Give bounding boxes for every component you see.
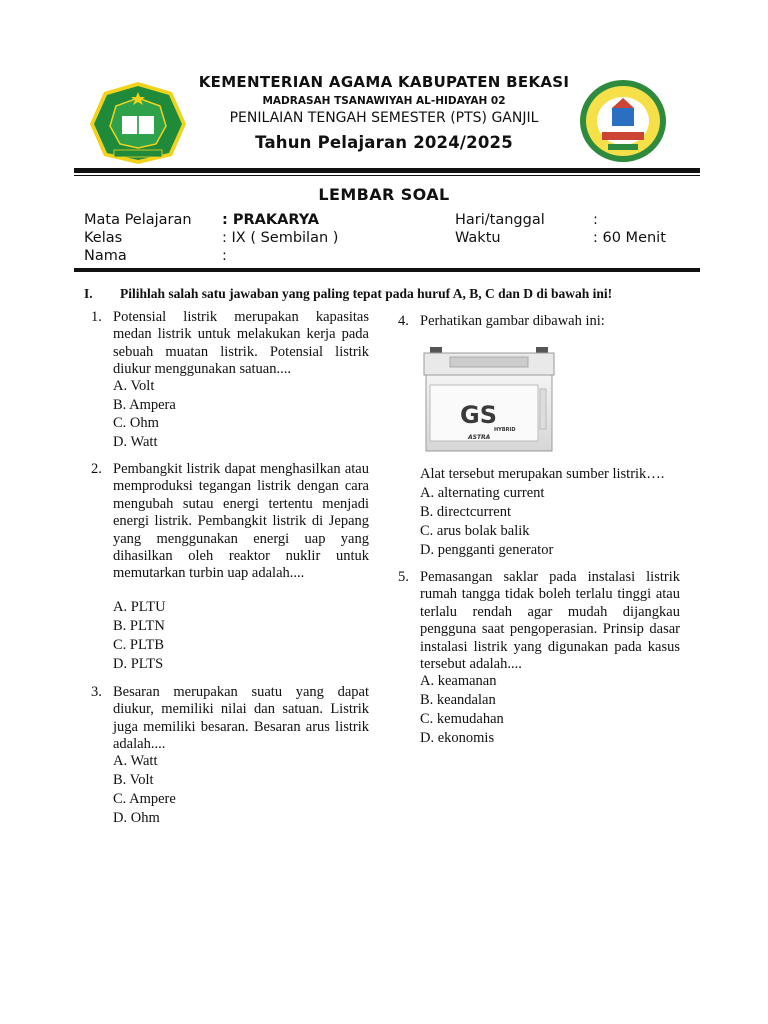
instruction-text: Pilihlah salah satu jawaban yang paling tepat pada huruf A, B, C dan D di bawah ini! bbox=[120, 286, 613, 301]
question-text: Pemasangan saklar pada instalasi listrik rumah tangga tidak boleh terlalu tinggi atau terlalu rendah agar mudah dijangkau pengguna saat pengoperasian. Prinsip dasar instalasi listrik yang digunakan pada kasus tersebut adalah.... bbox=[420, 569, 680, 673]
academic-year: Tahun Pelajaran 2024/2025 bbox=[255, 133, 513, 152]
option-d: D. Ohm bbox=[113, 810, 160, 826]
question-text: Perhatikan gambar dibawah ini: bbox=[420, 313, 605, 329]
option-d: D. pengganti generator bbox=[420, 542, 554, 558]
day-value: : bbox=[593, 212, 598, 228]
subject-value: : PRAKARYA bbox=[222, 212, 320, 228]
school-name: MADRASAH TSANAWIYAH AL-HIDAYAH 02 bbox=[262, 95, 506, 107]
option-a: A. Watt bbox=[113, 753, 158, 769]
class-label: Kelas bbox=[84, 230, 123, 246]
question-text: Pembangkit listrik dapat menghasilkan atau memproduksi tegangan listrik dengan cara mengubah sutau energi tertentu menjadi energi listrik. Pembangkit listrik di Jepang yang menggunakan energi uap yang dihasilkan oleh reaktor nuklir untuk memutarkan turbin uap adalah.... bbox=[113, 461, 369, 582]
question-number: 5. bbox=[398, 569, 409, 585]
option-d: D. PLTS bbox=[113, 656, 164, 672]
question-number: 2. bbox=[91, 461, 102, 477]
section-number: I. bbox=[84, 286, 93, 301]
option-d: D. ekonomis bbox=[420, 730, 495, 746]
header-divider bbox=[74, 168, 700, 173]
image-caption: Alat tersebut merupakan sumber listrik…. bbox=[420, 466, 665, 482]
option-c: C. PLTB bbox=[113, 637, 165, 653]
subject-label: Mata Pelajaran bbox=[84, 212, 192, 228]
option-b: B. keandalan bbox=[420, 692, 496, 708]
battery-sub: HYBRID bbox=[494, 427, 516, 433]
battery-image bbox=[420, 345, 558, 453]
question-text: Besaran merupakan suatu yang dapat diukur, memiliki nilai dan satuan. Listrik juga memiliki besaran. Besaran arus listrik adalah.... bbox=[113, 684, 369, 753]
option-c: C. kemudahan bbox=[420, 711, 504, 727]
option-a: A. Volt bbox=[113, 378, 155, 394]
class-value: : IX ( Sembilan ) bbox=[222, 230, 339, 246]
question-text: Potensial listrik merupakan kapasitas medan listrik untuk melakukan kerja pada sebuah muatan listrik. Potensial listrik diukur menggunakan satuan.... bbox=[113, 309, 369, 378]
option-a: A. alternating current bbox=[420, 485, 545, 501]
day-label: Hari/tanggal bbox=[455, 212, 545, 228]
question-number: 4. bbox=[398, 313, 409, 329]
exam-name: PENILAIAN TENGAH SEMESTER (PTS) GANJIL bbox=[229, 110, 539, 126]
option-b: B. Volt bbox=[113, 772, 154, 788]
option-b: B. directcurrent bbox=[420, 504, 511, 520]
battery-brand: GS bbox=[460, 401, 497, 429]
option-c: C. arus bolak balik bbox=[420, 523, 530, 539]
info-divider bbox=[74, 268, 700, 272]
header-divider-thin bbox=[74, 175, 700, 176]
option-a: A. PLTU bbox=[113, 599, 166, 615]
question-number: 3. bbox=[91, 684, 102, 700]
sheet-title: LEMBAR SOAL bbox=[318, 185, 450, 204]
option-b: B. Ampera bbox=[113, 397, 176, 413]
battery-maker: ASTRA bbox=[468, 434, 491, 441]
time-label: Waktu bbox=[455, 230, 501, 246]
option-b: B. PLTN bbox=[113, 618, 165, 634]
option-c: C. Ohm bbox=[113, 415, 159, 431]
question-number: 1. bbox=[91, 309, 102, 325]
option-a: A. keamanan bbox=[420, 673, 497, 689]
time-value: : 60 Menit bbox=[593, 230, 666, 246]
name-label: Nama bbox=[84, 248, 127, 264]
ministry-heading: KEMENTERIAN AGAMA KABUPATEN BEKASI bbox=[198, 73, 570, 91]
name-value: : bbox=[222, 248, 227, 264]
option-d: D. Watt bbox=[113, 434, 158, 450]
option-c: C. Ampere bbox=[113, 791, 176, 807]
